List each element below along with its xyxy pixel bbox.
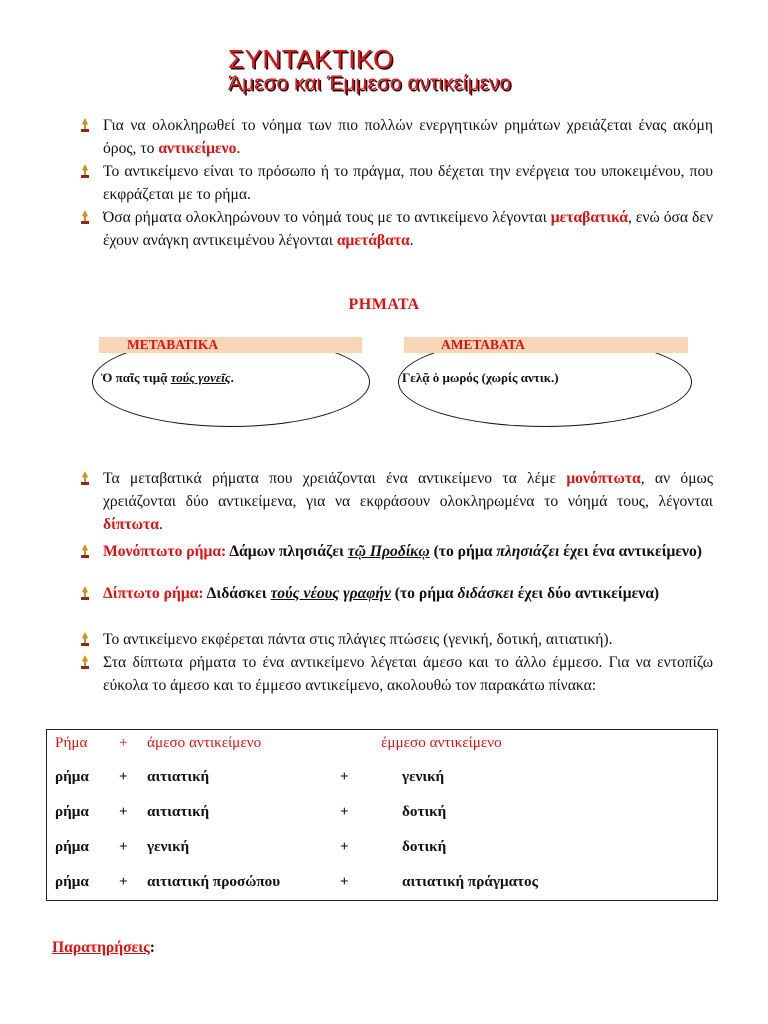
- right-example: Γελᾷ ὁ μωρός (χωρίς αντικ.): [402, 370, 559, 385]
- bullet-icon: [79, 164, 91, 178]
- example-diptoto: Δίπτωτο ρήμα: Διδάσκει τούς νέους γραφήν (το ρήμα διδάσκει έχει δύο αντικείμενα): [103, 585, 660, 602]
- object-table: Ρήμα + άμεσο αντικείμενο έμμεσο αντικείμενο ρήμα + αιτιατική + γενική ρήμα + αιτιατική + δοτική ρήμα + γενική + δοτική ρήμα + αιτιατική προσώπου + αιτιατική πράγματος: [46, 729, 718, 901]
- body-paragraph-direct-indirect: Στα δίπτωτα ρήματα το ένα αντικείμενο λέγεται άμεσο και το άλλο έμμεσο. Για να εντοπίζω εύκολα το άμεσο και το έμμεσο αντικείμενο, ακολουθώ τον παρακάτω πίνακα:: [103, 654, 713, 694]
- bullet-icon: [79, 118, 91, 132]
- term-transitive: μεταβατικά: [550, 209, 628, 226]
- term-intransitive: αμετάβατα: [336, 232, 410, 249]
- page-subtitle: Άμεσο και Έμμεσο αντικείμενο: [228, 72, 512, 95]
- intro-paragraph-1: Για να ολοκληρωθεί το νόημα των πιο πολλών ενεργητικών ρημάτων χρειάζεται ένας ακόμη όρος, το αντικείμενο.: [103, 117, 713, 157]
- term-monoptoto: μονόπτωτα: [566, 470, 641, 487]
- page-title: ΣΥΝΤΑΚΤΙΚΟ: [228, 44, 394, 74]
- example-diptoto-label: Δίπτωτο ρήμα:: [103, 585, 204, 602]
- bullet-icon: [79, 544, 91, 558]
- intro-paragraph-2: Το αντικείμενο είναι το πρόσωπο ή το πράγμα, που δέχεται την ενέργεια του υποκειμένου, που εκφράζεται με το ρήμα.: [103, 163, 713, 203]
- left-example: Ὁ παῖς τιμᾷ τούς γονεῖς.: [101, 370, 234, 385]
- body-paragraph-cases: Το αντικείμενο εκφέρεται πάντα στις πλάγιες πτώσεις (γενική, δοτική, αιτιατική).: [103, 631, 613, 648]
- bullet-icon: [79, 655, 91, 669]
- table-header-direct: άμεσο αντικείμενο: [147, 734, 262, 751]
- bullet-icon: [79, 210, 91, 224]
- example-monoptoto-label: Μονόπτωτο ρήμα:: [103, 543, 227, 560]
- body-paragraph-1: Τα μεταβατικά ρήματα που χρειάζονται ένα αντικείμενο τα λέμε μονόπτωτα, αν όμως χρειάζονται δύο αντικείμενα, για να εκφράσουν ολοκληρωμένα το νόημά τους, λέγονται δίπτωτα.: [103, 470, 713, 533]
- left-example-object: τούς γονεῖς: [170, 370, 231, 385]
- left-label: ΜΕΤΑΒΑΤΙΚΑ: [127, 337, 219, 352]
- right-label: ΑΜΕΤΑΒΑΤΑ: [441, 337, 525, 352]
- bullet-icon: [79, 632, 91, 646]
- table-header-indirect: έμμεσο αντικείμενο: [381, 734, 502, 751]
- term-diptoto: δίπτωτα: [103, 516, 159, 533]
- table-header-verb: Ρήμα: [55, 734, 88, 751]
- term-object: αντικείμενο: [158, 140, 237, 157]
- diagram-heading: ΡΗΜΑΤΑ: [348, 296, 420, 313]
- bullet-icon: [79, 471, 91, 485]
- bullet-icon: [79, 586, 91, 600]
- intro-paragraph-3: Όσα ρήματα ολοκληρώνουν το νόημά τους με το αντικείμενο λέγονται μεταβατικά, ενώ όσα δεν έχουν ανάγκη αντικειμένου λέγονται αμετάβατα.: [103, 209, 713, 249]
- notes-heading: Παρατηρήσεις:: [52, 939, 155, 956]
- example-monoptoto: Μονόπτωτο ρήμα: Δάμων πλησιάζει τῷ Προδίκῳ (το ρήμα πλησιάζει έχει ένα αντικείμενο): [103, 543, 702, 560]
- table-header-plus: +: [119, 734, 128, 751]
